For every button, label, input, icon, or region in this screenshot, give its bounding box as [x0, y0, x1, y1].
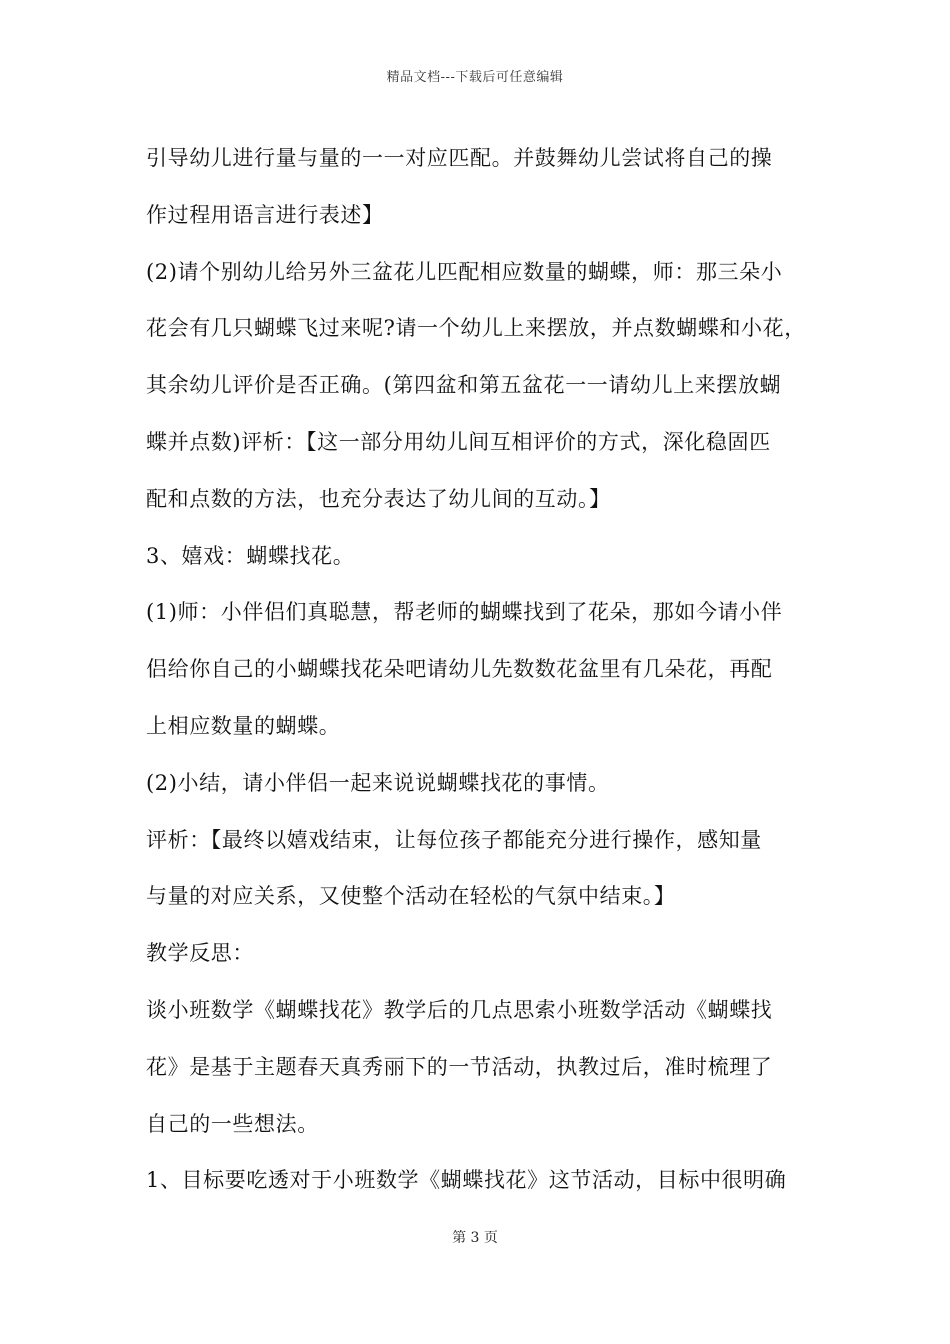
text-line: 蝶并点数)评析：【这一部分用幼儿间互相评价的方式，深化稳固匹: [146, 429, 771, 454]
section-heading: 教学反思：: [146, 941, 254, 966]
page-header: 精品文档---下载后可任意编辑: [386, 70, 564, 85]
text-line: 与量的对应关系，又使整个活动在轻松的气氛中结束。】: [146, 884, 676, 909]
text-line: 评析：【最终以嬉戏结束，让每位孩子都能充分进行操作，感知量: [146, 827, 762, 852]
document-body: [146, 130, 810, 1209]
text-line: (2)小结，请小伴侣一起来说说蝴蝶找花的事情。: [146, 770, 610, 795]
text-line: 谈小班数学《蝴蝶找花》教学后的几点思索小班数学活动《蝴蝶找: [146, 997, 773, 1022]
section-heading: 3、嬉戏：蝴蝶找花。: [146, 543, 355, 568]
text-line: 花》是基于主题春天真秀丽下的一节活动，执教过后，准时梳理了: [146, 1054, 773, 1079]
text-line: 上相应数量的蝴蝶。: [146, 713, 341, 738]
text-line: 花会有几只蝴蝶飞过来呢?请一个幼儿上来摆放，并点数蝴蝶和小花，: [146, 316, 806, 341]
text-line: 作过程用语言进行表述】: [146, 202, 384, 227]
text-line: 1、目标要吃透对于小班数学《蝴蝶找花》这节活动，目标中很明确: [146, 1168, 787, 1193]
text-line: 侣给你自己的小蝴蝶找花朵吧请幼儿先数数花盆里有几朵花，再配: [146, 657, 773, 682]
text-line: 自己的一些想法。: [146, 1111, 319, 1136]
text-line: 其余幼儿评价是否正确。(第四盆和第五盆花一一请幼儿上来摆放蝴: [146, 373, 782, 398]
text-line: 配和点数的方法，也充分表达了幼儿间的互动。】: [146, 486, 611, 511]
page-number: 第 3 页: [452, 1230, 498, 1246]
text-line: 引导幼儿进行量与量的一一对应匹配。并鼓舞幼儿尝试将自己的操: [146, 146, 773, 170]
text-line: (2)请个别幼儿给另外三盆花儿匹配相应数量的蝴蝶，师：那三朵小: [146, 259, 783, 284]
text-line: (1)师：小伴侣们真聪慧，帮老师的蝴蝶找到了花朵，那如今请小伴: [146, 600, 783, 625]
